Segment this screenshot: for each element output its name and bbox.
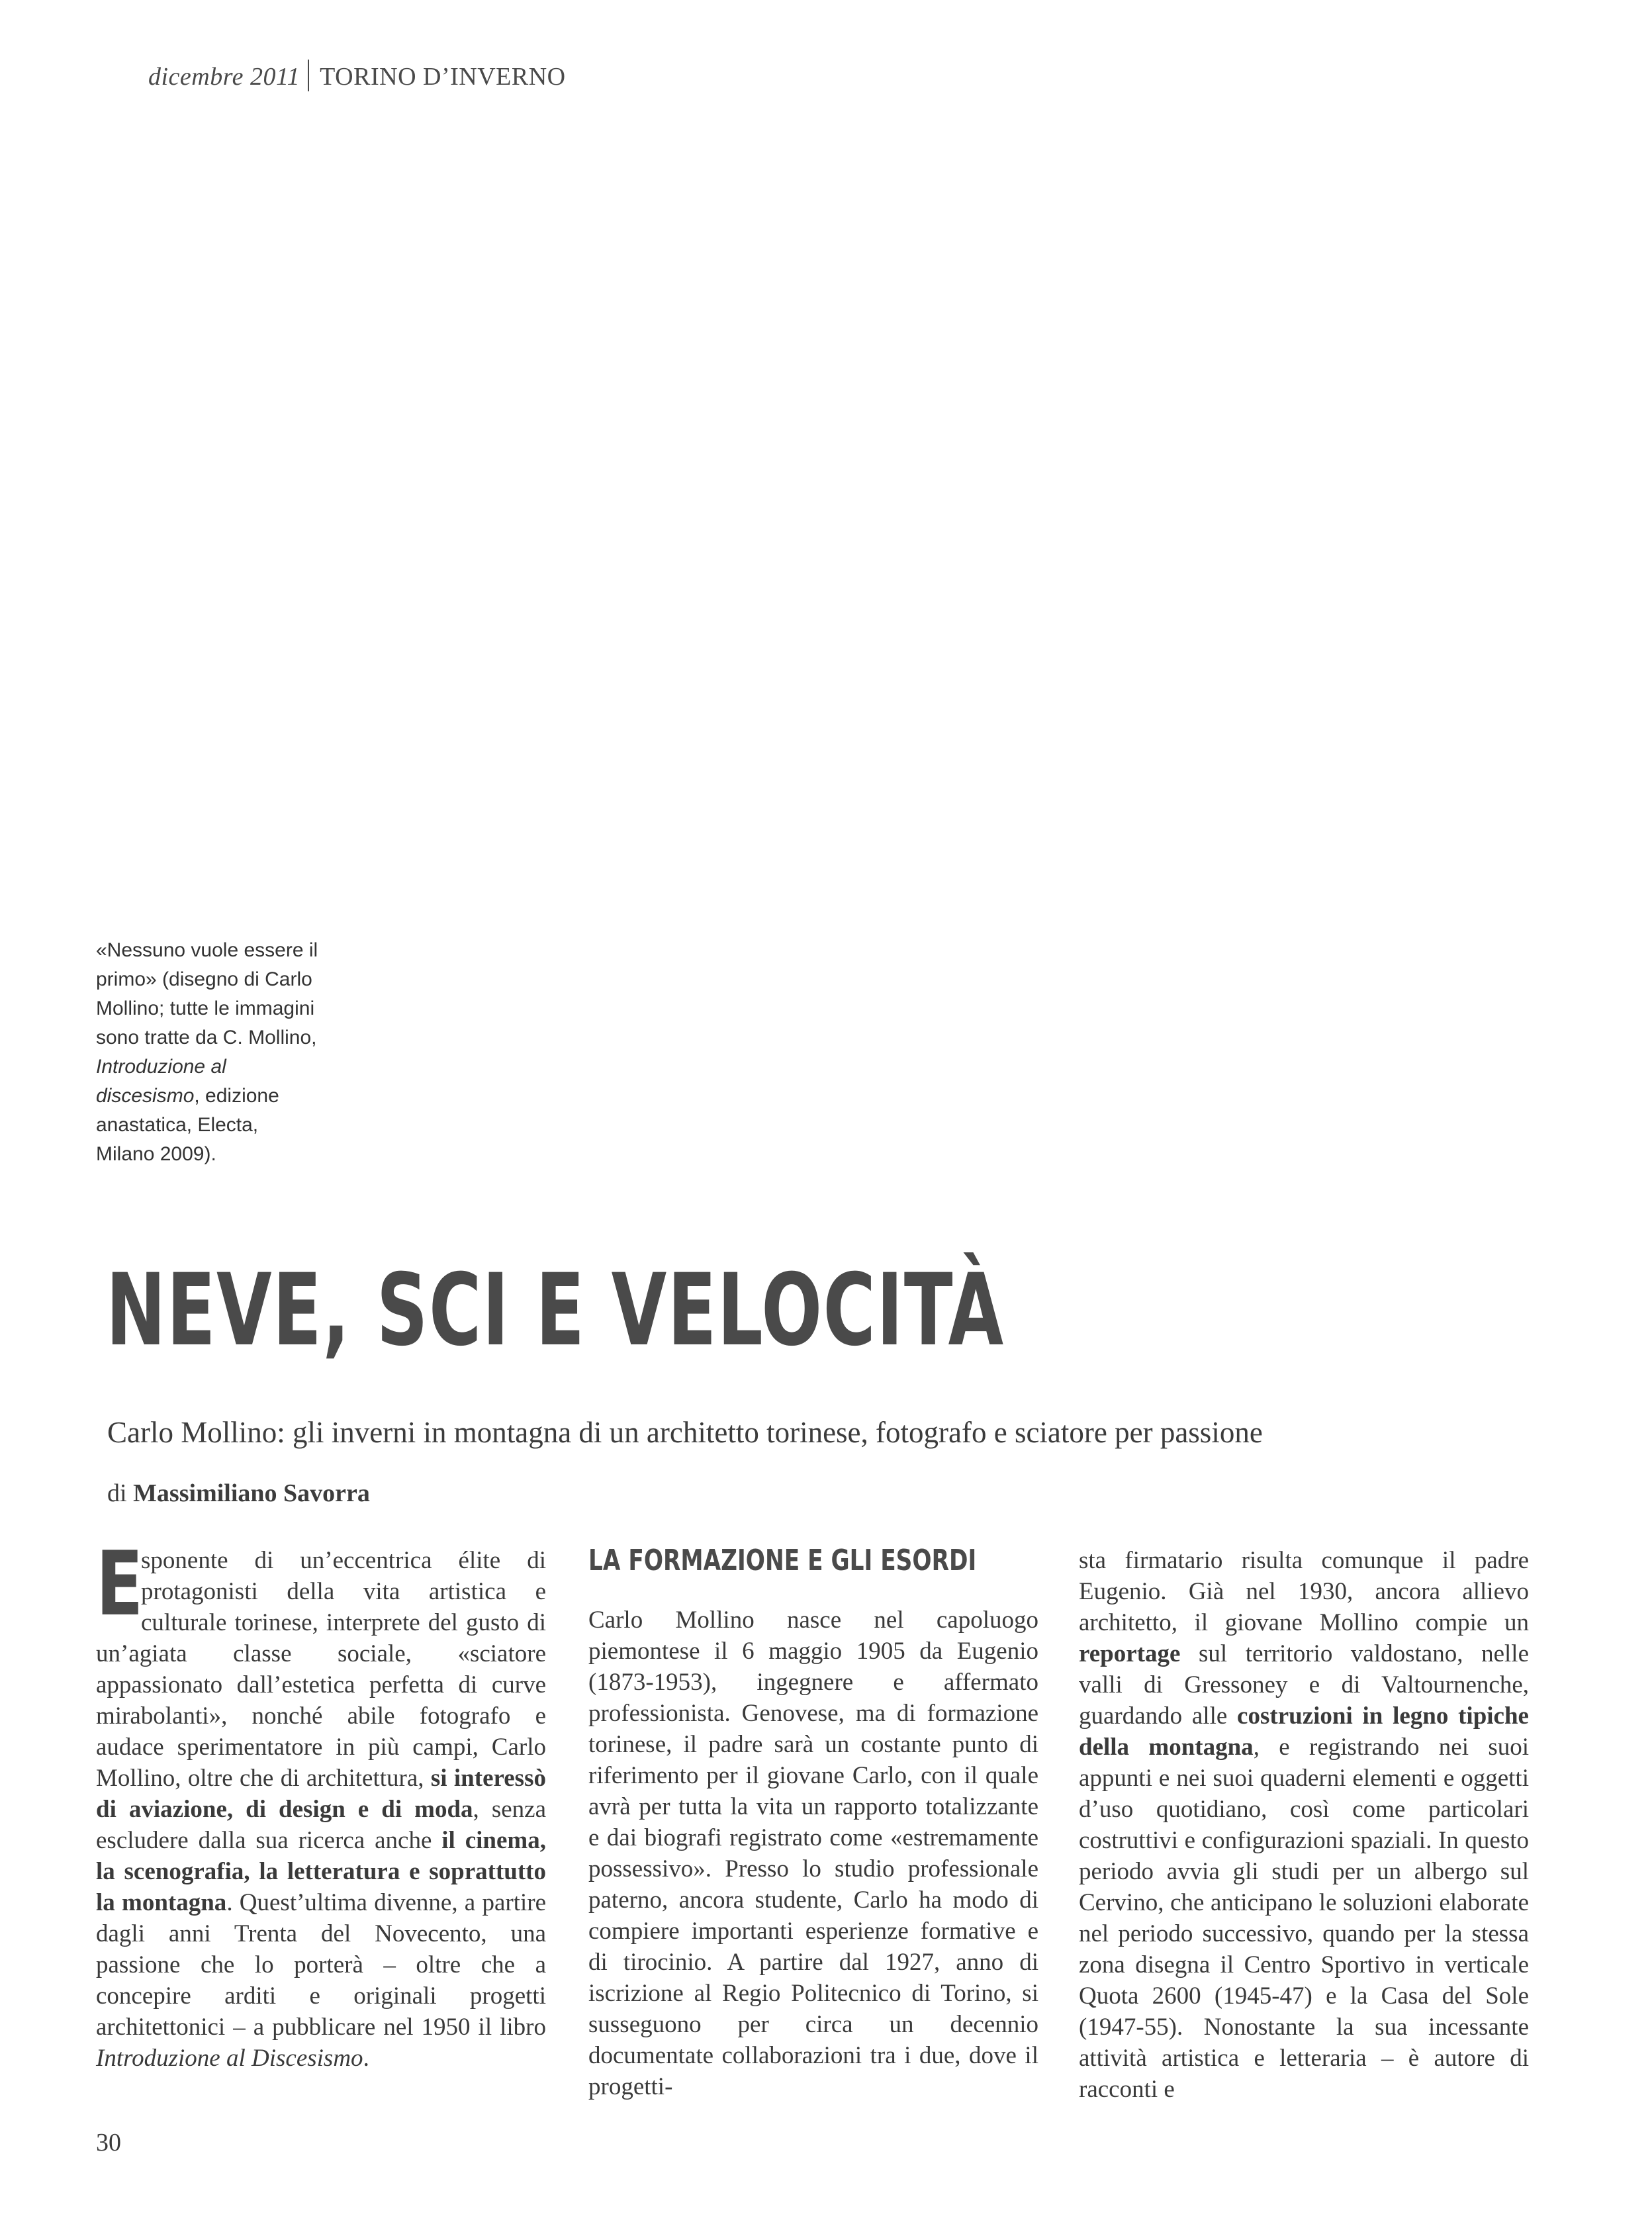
caption-text-2: , edizione anastatica, Electa, Milano 2009). bbox=[96, 1085, 279, 1165]
section-name: TORINO D’INVERNO bbox=[320, 63, 566, 91]
body-column-1 bbox=[96, 1532, 547, 2074]
col1-text-4: . bbox=[363, 2045, 369, 2072]
col1-bold-1: si interessò di aviazione, di design e di moda bbox=[96, 1765, 546, 1823]
col1-bold-2: il cinema, la scenografia, la letteratura e soprattutto la montagna bbox=[96, 1827, 546, 1916]
running-header bbox=[148, 60, 566, 91]
byline bbox=[107, 1479, 370, 1508]
body-column-2 bbox=[588, 1542, 1038, 2102]
author-name: Massimiliano Savorra bbox=[133, 1479, 370, 1507]
col3-bold-2: costruzioni in legno tipiche della montagna bbox=[1079, 1702, 1529, 1761]
col3-text-2: sul territorio valdostano, nelle valli di Gressoney e di Valtournenche, guardando alle bbox=[1079, 1640, 1529, 1730]
section-heading: LA FORMAZIONE E GLI ESORDI bbox=[588, 1544, 977, 1577]
article-subtitle: Carlo Mollino: gli inverni in montagna di un architetto torinese, fotografo e sciatore per passione bbox=[107, 1416, 1263, 1449]
body-column-3 bbox=[1079, 1545, 1529, 2105]
col3-text-1: sta firmatario risulta comunque il padre Eugenio. Già nel 1930, ancora allievo architetto, il giovane Mollino compie un bbox=[1079, 1547, 1529, 1636]
image-caption bbox=[96, 936, 321, 1169]
article-title: NEVE, SCI E VELOCITÀ bbox=[106, 1253, 1005, 1368]
drop-cap: E bbox=[96, 1532, 144, 1636]
col3-bold-1: reportage bbox=[1079, 1640, 1181, 1667]
col1-text-2: , senza escludere dalla sua ricerca anche bbox=[96, 1796, 546, 1854]
col1-text-3: . Quest’ultima divenne, a partire dagli anni Trenta del Novecento, una passione che lo porterà – oltre che a concepire arditi e originali progetti architettonici – a pubblicare nel 1950 il libro bbox=[96, 1889, 547, 2041]
col1-text-1: sponente di un’eccentrica élite di protagonisti della vita artistica e culturale torinese, interprete del gusto di un’agiata classe sociale, «sciatore appassionato dall’estetica perfetta di curve mirabolanti», nonché abile fotografo e audace sperimentatore in più campi, Carlo Mollino, oltre che di architettura, bbox=[96, 1547, 546, 1792]
caption-text-1: «Nessuno vuole essere il primo» (disegno di Carlo Mollino; tutte le immagini sono tratte da C. Mollino, bbox=[96, 939, 318, 1048]
byline-prefix: di bbox=[107, 1479, 134, 1507]
col1-book-title: Introduzione al Discesismo bbox=[96, 2045, 363, 2072]
page-number: 30 bbox=[96, 2129, 121, 2157]
intro-paragraph bbox=[96, 1532, 547, 2074]
col2-paragraph: Carlo Mollino nasce nel capoluogo piemontese il 6 maggio 1905 da Eugenio (1873-1953), ingegnere e affermato professionista. Genovese, ma di formazione torinese, il padre sarà un costante punto di riferimento per il giovane Carlo, con il quale avrà per tutta la vita un rapporto totalizzante e dai biografi registrato come «estremamente possessivo». Presso lo studio professionale paterno, ancora studente, Carlo ha modo di compiere importanti esperienze formative e di tirocinio. A partire dal 1927, anno di iscrizione al Regio Politecnico di Torino, si susseguono per circa un decennio documentate collaborazioni tra i due, dove il progetti- bbox=[588, 1606, 1038, 2100]
col3-text-3: , e registrando nei suoi appunti e nei suoi quaderni elementi e oggetti d’uso quotidiano, così come particolari costruttivi e configurazioni spaziali. In questo periodo avvia gli studi per un albergo sul Cervino, che anticipano le soluzioni elaborate nel periodo successivo, quando per la stessa zona disegna il Centro Sportivo in verticale Quota 2600 (1945-47) e la Casa del Sole (1947-55). Nonostante la sua incessante attività artistica e letteraria – è autore di racconti e bbox=[1079, 1734, 1529, 2103]
caption-book-title: Introduzione al discesismo bbox=[96, 1056, 226, 1107]
issue-date: dicembre 2011 bbox=[148, 63, 300, 91]
col3-paragraph bbox=[1079, 1545, 1529, 2105]
header-divider bbox=[308, 60, 309, 91]
